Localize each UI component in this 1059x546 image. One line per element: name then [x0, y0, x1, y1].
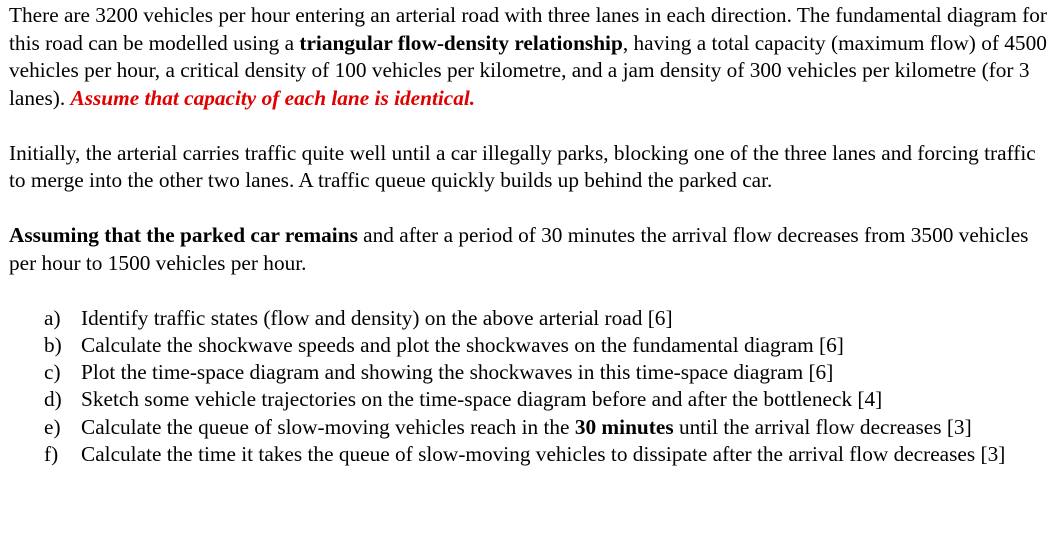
question-marker: a) [44, 305, 61, 330]
question-marker: c) [44, 360, 61, 385]
problem-statement-paragraph [9, 2, 1055, 112]
question-marker: b) [44, 332, 62, 357]
question-item-a [9, 305, 1055, 332]
scenario-text: Initially, the arterial carries traffic quite well until a car illegally parks, blocking one of the three lanes and forcing traffic to merge into the other two lanes. A traffic queue quickly builds up behind the parked car. [9, 140, 1036, 192]
question-marker: f) [44, 441, 59, 466]
statement-bold-relationship: triangular flow-density relationship [299, 30, 623, 55]
question-text: Calculate the shockwave speeds and plot the shockwaves on the fundamental diagram [6] [81, 332, 844, 357]
assumption-text: and after a period of 30 minutes the arrival flow decreases from 3500 vehicles per hour to 1500 vehicles per hour. [9, 223, 1029, 275]
question-list [9, 305, 1055, 469]
question-item-e [9, 414, 1055, 441]
assumption-paragraph [9, 222, 1055, 277]
statement-text-2: , having a total capacity (maximum flow) of 4500 vehicles per hour, a critical density of 100 vehicles per kilometre, and a jam density of 300 vehicles per kilometre (for 3 lanes). [9, 30, 1047, 110]
scenario-paragraph [9, 140, 1055, 195]
question-item-f [9, 441, 1055, 468]
question-item-c [9, 359, 1055, 386]
question-text: Calculate the queue of slow-moving vehicles reach in the [81, 414, 575, 439]
question-text: Identify traffic states (flow and density) on the above arterial road [6] [81, 305, 673, 330]
question-item-b [9, 332, 1055, 359]
question-item-d [9, 386, 1055, 413]
assumption-bold-lead: Assuming that the parked car remains [9, 223, 358, 247]
paragraph-spacer [9, 277, 1055, 305]
paragraph-spacer [9, 112, 1055, 140]
question-bold-duration: 30 minutes [574, 414, 674, 439]
question-marker: d) [44, 387, 62, 412]
statement-text-1: There are 3200 vehicles per hour entering an arterial road with three lanes in each direction. The fundamental diagram for this road can be modelled using a [9, 3, 1047, 55]
question-text: Calculate the time it takes the queue of slow-moving vehicles to dissipate after the arrival flow decreases [3] [81, 441, 1006, 466]
question-text: Sketch some vehicle trajectories on the time-space diagram before and after the bottleneck [4] [81, 387, 883, 412]
question-text: until the arrival flow decreases [3] [673, 414, 972, 439]
document-page [9, 2, 1055, 468]
paragraph-spacer [9, 195, 1055, 223]
question-text: Plot the time-space diagram and showing the shockwaves in this time-space diagram [6] [81, 360, 834, 385]
question-marker: e) [44, 414, 61, 439]
assumption-emphasis: Assume that capacity of each lane is identical. [70, 85, 476, 110]
